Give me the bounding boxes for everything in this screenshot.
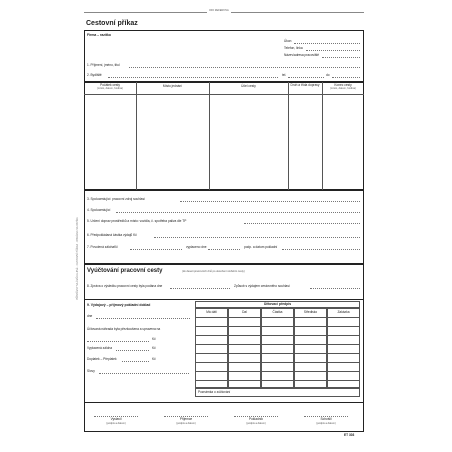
residence2-line[interactable] xyxy=(108,77,278,78)
posting-grid-row-2[interactable] xyxy=(195,326,360,327)
posting-grid-row-1[interactable] xyxy=(195,317,360,318)
posting-grid-row-4[interactable] xyxy=(195,344,360,345)
c2-kc: Kč xyxy=(152,346,156,350)
signature-sub-1: (podpis a datum) xyxy=(106,422,126,425)
line8-fill[interactable] xyxy=(170,288,230,289)
posting-grid-head-stredisko: Středisko xyxy=(303,310,318,314)
travel-col-end: Konec cesty xyxy=(334,83,352,87)
posting-grid-head-castka: Částka xyxy=(272,310,283,314)
travel-col-divider-3 xyxy=(288,82,289,190)
signature-sub-2: (podpis a datum) xyxy=(176,422,196,425)
signature-sub-4: (podpis a datum) xyxy=(316,422,336,425)
document-sheet xyxy=(84,6,364,446)
line7c-label: podp. a datum pokladní xyxy=(244,245,278,249)
resid-no-line[interactable] xyxy=(288,77,324,78)
oscc-line[interactable] xyxy=(294,43,360,44)
phone-line[interactable] xyxy=(306,50,360,51)
line8-label: 8. Zpráva o výsledku pracovní cesty byla podána dne xyxy=(87,284,163,288)
line8b-fill[interactable] xyxy=(310,288,360,289)
signature-label-2: Přijemce xyxy=(179,417,193,421)
residence-line[interactable] xyxy=(322,57,360,58)
c4-label: Slovy xyxy=(87,369,95,373)
line7c-fill[interactable] xyxy=(282,249,360,250)
line5-fill[interactable] xyxy=(244,223,360,224)
vydaj-title: 9. Výdajový – příjmový pokladní doklad xyxy=(87,303,151,307)
travel-col-place: Místo jednání xyxy=(162,84,183,88)
posting-grid-head-zakazka: Zakázka xyxy=(337,310,350,314)
top-section xyxy=(84,30,364,82)
c2-label: Vyplacená záloha xyxy=(87,346,113,350)
resid-no-label: tel. xyxy=(282,73,287,77)
posting-grid-col-stredisko xyxy=(294,308,327,388)
c3-fill[interactable] xyxy=(122,361,149,362)
line6-fill[interactable] xyxy=(154,237,360,238)
residence-label: Název/adresa pracoviště xyxy=(284,53,320,57)
line7b-fill[interactable] xyxy=(208,249,240,250)
line3-label: 3. Spolucestující: pracovní zdroj souhlasí xyxy=(87,197,145,201)
posting-grid-row-5[interactable] xyxy=(195,353,360,354)
posting-grid-title: Účtovací předpis xyxy=(263,302,292,306)
name-line[interactable] xyxy=(129,67,360,68)
travel-col-purpose: Účel cesty xyxy=(241,84,256,88)
posting-grid-col-zakazka xyxy=(327,308,360,388)
settlement-title: Vyúčtování pracovní cesty xyxy=(87,268,163,274)
phone-label: Telefon, linka xyxy=(284,46,303,50)
signature-label-1: Vystavil xyxy=(110,417,122,421)
series-label: OFF ZEFEROVA xyxy=(209,9,229,12)
travel-col-divider-1 xyxy=(136,82,137,190)
form-code: ET 303 xyxy=(344,433,355,437)
posting-grid-row-7[interactable] xyxy=(195,371,360,372)
c4-fill[interactable] xyxy=(99,373,189,374)
line7b-label: vyplaceno dne xyxy=(186,245,207,249)
travel-col-divider-2 xyxy=(209,82,210,190)
travel-col-start-sub: (místo, datum, hodina) xyxy=(97,87,123,90)
line6-label: 6. Předpokládaná částka výdajů Kč xyxy=(87,233,137,237)
resid-co-line[interactable] xyxy=(332,77,360,78)
travel-col-start: Počátek cesty xyxy=(100,83,120,87)
posting-grid-col-castka xyxy=(261,308,294,388)
residence2-label: 2. Bydliště xyxy=(87,73,102,77)
vydaj-dne-fill[interactable] xyxy=(96,318,190,319)
signature-label-4: Schválil xyxy=(320,417,332,421)
signature-top-rule xyxy=(84,402,364,403)
line4-fill[interactable] xyxy=(116,212,360,213)
name-label: 1. Příjmení, jméno, titul xyxy=(87,63,120,67)
page-title: Cestovní příkaz xyxy=(86,20,138,27)
settlement-split-rule xyxy=(84,299,364,300)
line3-fill[interactable] xyxy=(180,201,360,202)
c1-label: Účtovaná náhrada byla přezkoušena a upravena na xyxy=(87,327,161,331)
posting-grid-col-dal xyxy=(228,308,261,388)
posting-grid-row-3[interactable] xyxy=(195,335,360,336)
firm-label: Firma – razítko xyxy=(87,33,111,37)
c1-fill[interactable] xyxy=(87,341,149,342)
signature-label-3: Pokladník xyxy=(249,417,263,421)
travel-col-divider-4 xyxy=(322,82,323,190)
vydaj-dne-label: dne xyxy=(87,314,93,318)
line5-label: 5. Určení doprav prostředků a místo: vozidla, č. spotřeba paliva dle TP xyxy=(87,219,187,223)
signature-sub-3: (podpis a datum) xyxy=(246,422,266,425)
posting-grid-foot: Poznámka o zúčtování xyxy=(198,390,231,394)
settlement-title-note: (do deseti pracovních dnů po ukončení služební cesty) xyxy=(182,270,245,273)
line4-label: 4. Spolucestující xyxy=(87,208,111,212)
resid-co-label: do xyxy=(326,73,330,77)
line8b-label: Způsob s výdajem cestovného souhlasí xyxy=(234,284,290,288)
posting-grid-row-8[interactable] xyxy=(195,380,360,381)
c3-kc: Kč xyxy=(152,357,156,361)
posting-grid-head-ma-dati: Má dáti xyxy=(206,310,217,314)
posting-grid-col-ma-dati xyxy=(195,308,228,388)
posting-grid-head-dal: Dal xyxy=(242,310,247,314)
oscc-label: Úkon xyxy=(284,39,292,43)
travel-col-end-sub: (místo, datum, hodina) xyxy=(330,87,356,90)
side-note: PŘÍSPĚVKY NA ÚVĚR A JINÉ · CESTOVNÍ PŘÍKAZ · OBRÁZEK NA PAPÍRU xyxy=(76,217,79,300)
travel-col-transport: Druh a třída dopravy xyxy=(290,83,320,87)
line7-fill[interactable] xyxy=(130,249,182,250)
c1-kc: Kč xyxy=(152,337,156,341)
c2-fill[interactable] xyxy=(116,350,149,351)
posting-grid-row-6[interactable] xyxy=(195,362,360,363)
line7-label: 7. Povolená zálohaKč xyxy=(87,245,118,249)
c3-label: Doplatek – Přeplatek xyxy=(87,357,117,361)
